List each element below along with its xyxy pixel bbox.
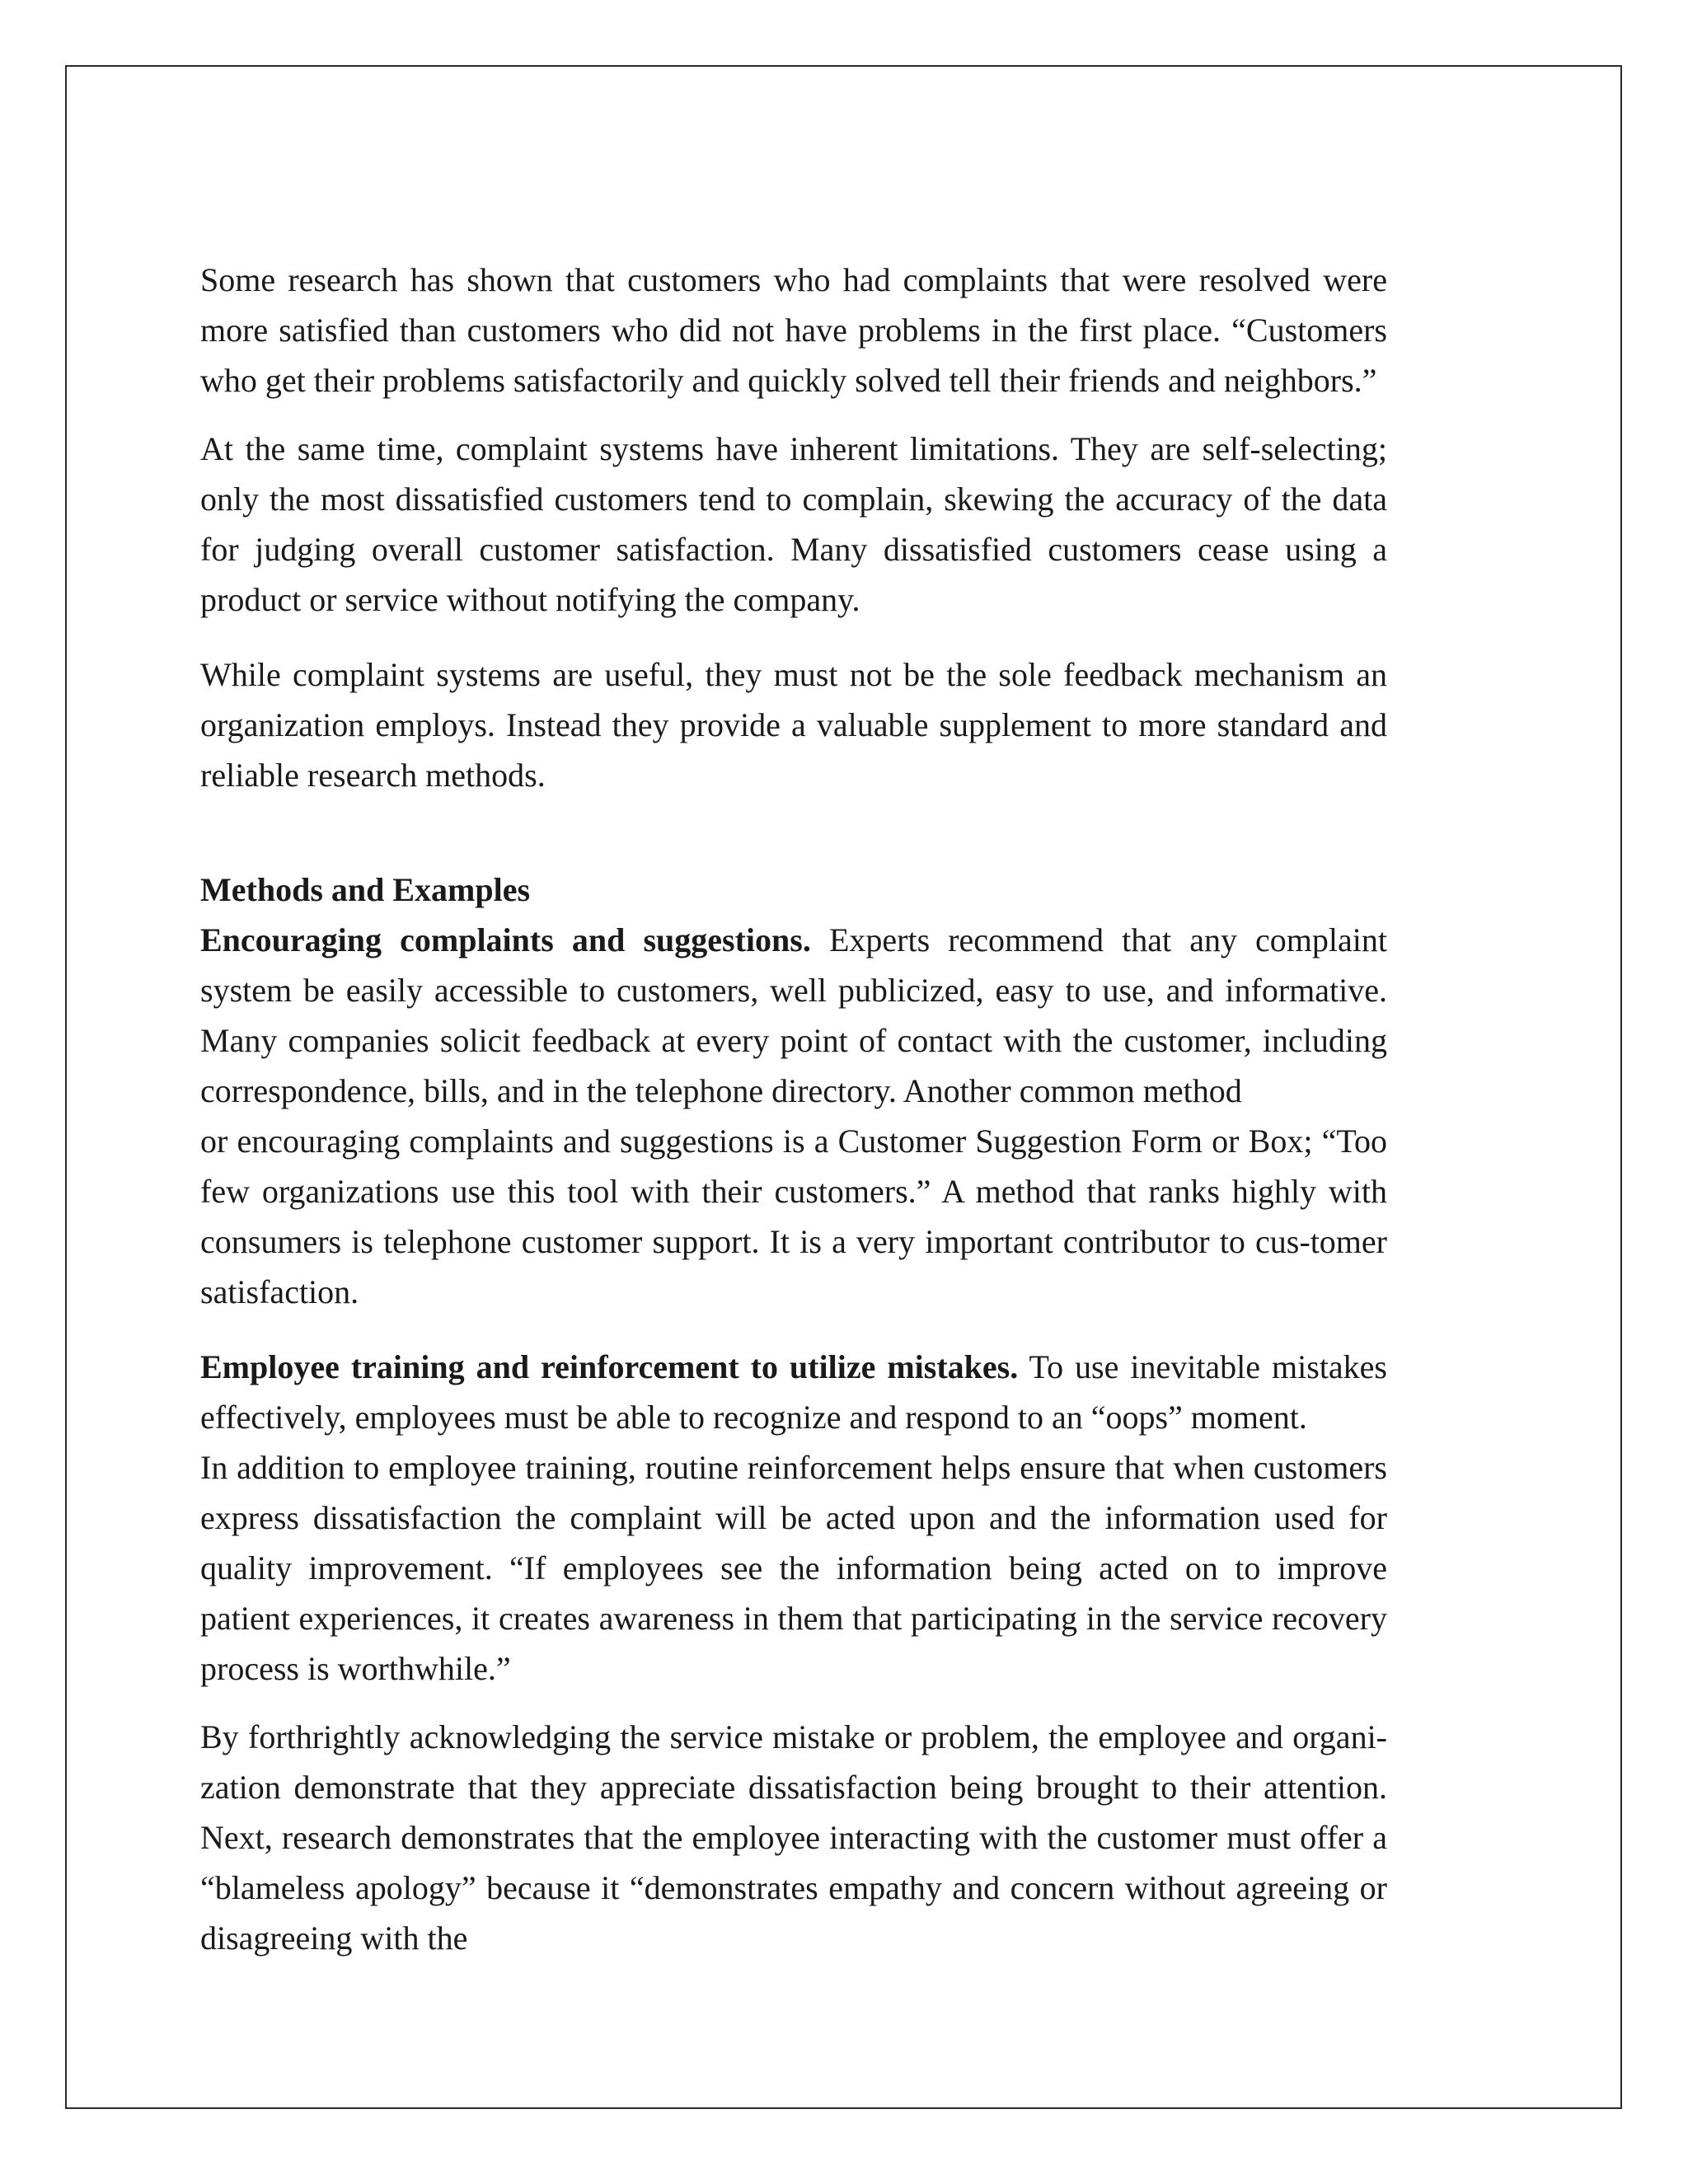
paragraph-complaints-resolved: Some research has shown that customers who had complaints that were resolved were more satisfied than customers who did not have problems in the first place. “Customers who get their problems satisfactorily and quickly solved tell their friends and neighbors.”	[200, 261, 1387, 399]
training-text: To use inevitable mistakes effectively, employees must be able to recognize and respond to an “oops” moment.	[200, 1348, 1387, 1436]
paragraph-suggestion-form: or encouraging complaints and suggestions is a Customer Suggestion Form or Box; “Too few organizations use this tool with their customers.” A method that ranks highly with consumers is telephone customer support. It is a very important contributor to cus-tomer satisfaction.	[200, 1122, 1387, 1310]
paragraph-inherent-limitations: At the same time, complaint systems have inherent limitations. They are self-selecting; only the most dissatisfied customers tend to complain, skewing the accuracy of the data for judging overall customer satisfaction. Many dissatisfied customers cease using a product or service without notifying the company.	[200, 430, 1387, 618]
run-in-heading-training: Employee training and reinforcement to utilize mistakes.	[200, 1348, 1019, 1385]
encouraging-text-part1: Experts recommend that any complaint system be easily accessible to customers, well publicized, easy to use, and informative. Many companies solicit feedback at every point of contact with the customer, including correspondence, bills, and in the telephone directory. Another common method	[200, 921, 1387, 1109]
paragraph-employee-training	[200, 1342, 1387, 1442]
paragraph-blameless-apology: By forthrightly acknowledging the service mistake or problem, the employee and organi-zation demonstrate that they appreciate dissatisfaction being brought to their attention. Next, research demonstrates that the employee interacting with the customer must offer a “blameless apology” because it “demonstrates empathy and concern without agreeing or disagreeing with the	[200, 1718, 1387, 1957]
run-in-heading-encouraging: Encouraging complaints and suggestions.	[200, 921, 811, 958]
paragraph-sole-feedback: While complaint systems are useful, they must not be the sole feedback mechanism an organization employs. Instead they provide a valuable supplement to more standard and reliable research methods.	[200, 656, 1387, 794]
section-heading: Methods and Examples	[200, 871, 531, 908]
paragraph-encouraging-complaints	[200, 915, 1387, 1116]
paragraph-routine-reinforcement: In addition to employee training, routine reinforcement helps ensure that when customers express dissatisfaction the complaint will be acted upon and the information used for quality improvement. “If employees see the information being acted on to improve patient experiences, it creates awareness in them that participating in the service recovery process is worthwhile.”	[200, 1449, 1387, 1687]
document-body	[200, 255, 1387, 1963]
